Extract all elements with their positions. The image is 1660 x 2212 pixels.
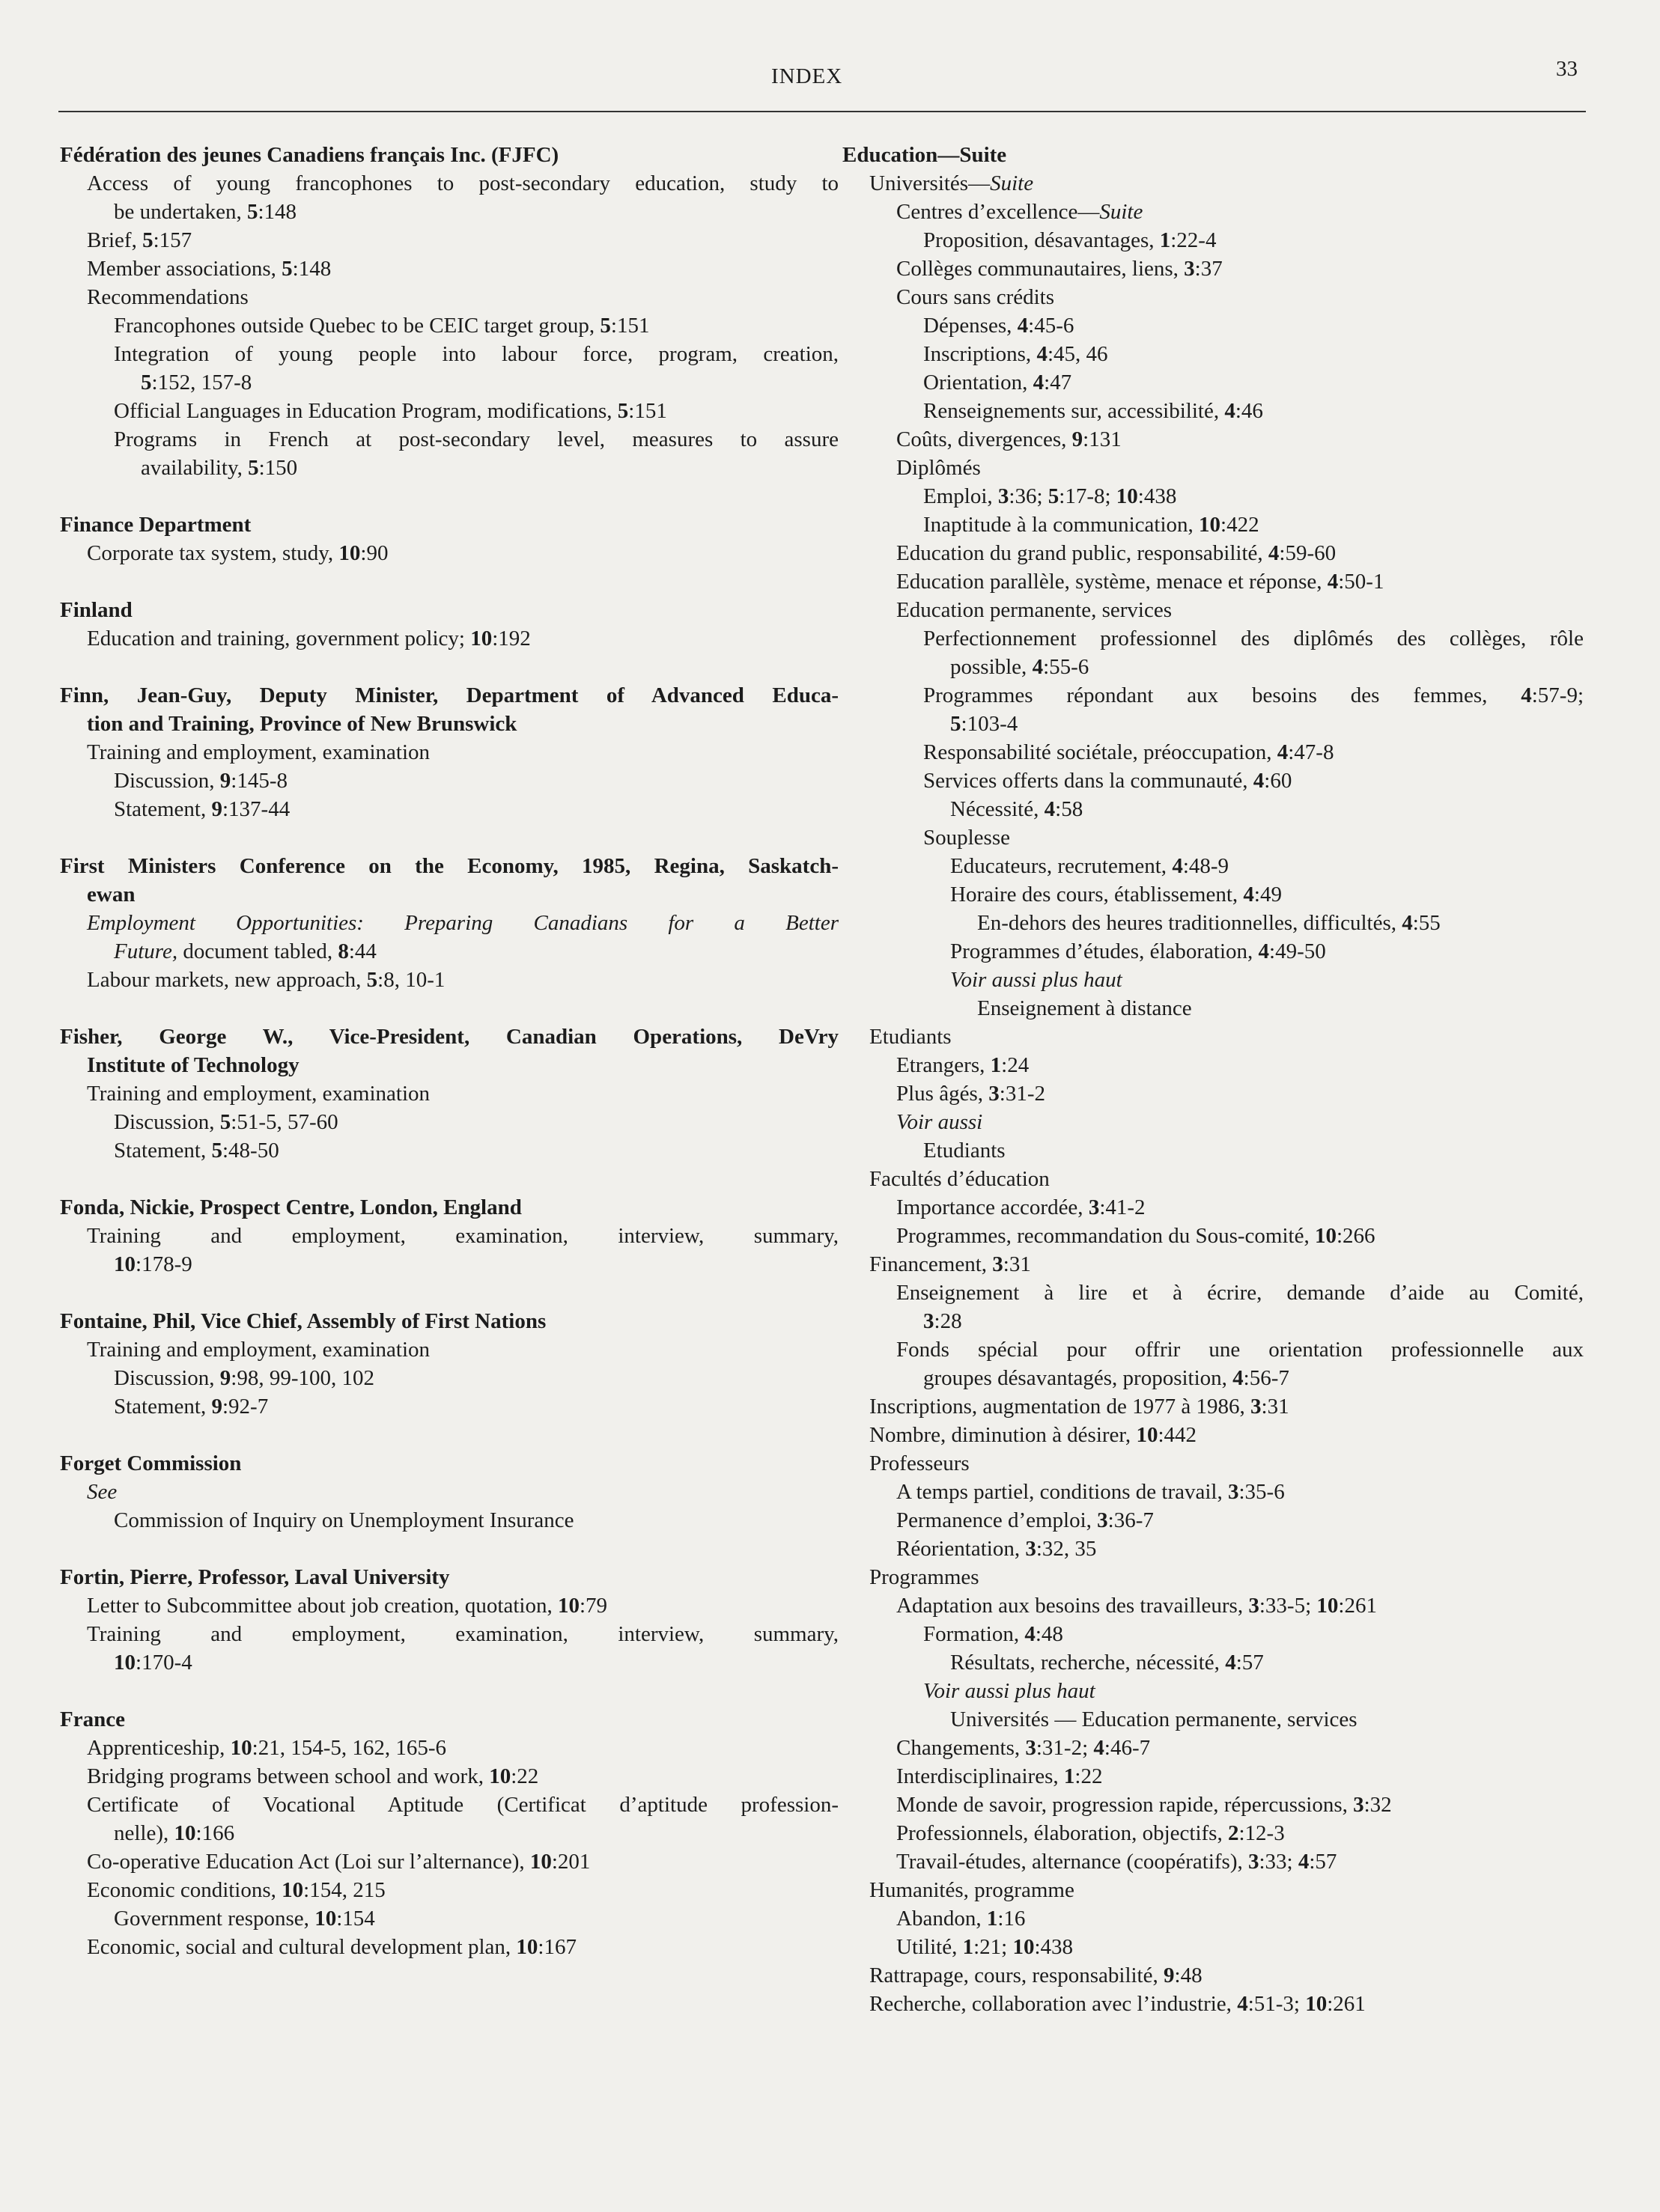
index-subentry: Co-operative Education Act (Loi sur l’alternance), 10:201 [87, 1850, 591, 1874]
index-heading: Fonda, Nickie, Prospect Centre, London, England [60, 1195, 522, 1219]
entry-spacer [60, 823, 839, 852]
index-subentry: Emploi, 3:36; 5:17-8; 10:438 [923, 484, 1177, 508]
index-subentry: nelle), 10:166 [114, 1821, 235, 1845]
index-subentry: Programmes, recommandation du Sous-comité, 10:266 [896, 1224, 1375, 1248]
index-subentry: Enseignement à lire et à écrire, demande d’aide au Comité, [896, 1281, 1584, 1305]
index-heading: Fisher, George W., Vice-President, Canadian Operations, DeVry [60, 1025, 839, 1049]
index-subentry: Proposition, désavantages, 1:22-4 [923, 228, 1217, 252]
index-subentry: 10:178-9 [114, 1252, 192, 1276]
index-subentry: Professionnels, élaboration, objectifs, 2:12-3 [896, 1821, 1285, 1845]
index-subentry: Permanence d’emploi, 3:36-7 [896, 1508, 1154, 1532]
index-subentry: Souplesse [923, 826, 1010, 850]
index-subentry: Renseignements sur, accessibilité, 4:46 [923, 399, 1263, 423]
index-subentry: Integration of young people into labour force, program, creation, [114, 342, 839, 366]
index-subentry: Résultats, recherche, nécessité, 4:57 [950, 1651, 1264, 1675]
index-subentry: Adaptation aux besoins des travailleurs, 3:33-5; 10:261 [896, 1594, 1377, 1618]
index-subentry: 5:103-4 [950, 712, 1018, 736]
index-subentry: Réorientation, 3:32, 35 [896, 1537, 1097, 1561]
index-subentry: Labour markets, new approach, 5:8, 10-1 [87, 968, 446, 992]
index-heading: France [60, 1707, 125, 1731]
index-subentry: Nombre, diminution à désirer, 10:442 [869, 1423, 1197, 1447]
index-subentry: Employment Opportunities: Preparing Canadians for a Better [87, 911, 839, 935]
index-subentry: Monde de savoir, progression rapide, répercussions, 3:32 [896, 1793, 1392, 1817]
index-subentry: Discussion, 9:145-8 [114, 769, 288, 793]
index-subentry: Official Languages in Education Program, modifications, 5:151 [114, 399, 667, 423]
index-subentry: Education and training, government policy; 10:192 [87, 627, 531, 651]
index-subentry: Voir aussi [896, 1110, 983, 1134]
index-heading: Fontaine, Phil, Vice Chief, Assembly of First Nations [60, 1309, 547, 1333]
index-subentry: Collèges communautaires, liens, 3:37 [896, 257, 1223, 281]
entry-spacer [60, 1421, 839, 1449]
index-subentry: Discussion, 9:98, 99-100, 102 [114, 1366, 375, 1390]
index-subentry: ewan [87, 883, 136, 907]
index-subentry: Statement, 9:137-44 [114, 797, 291, 821]
index-subentry: En-dehors des heures traditionnelles, difficultés, 4:55 [977, 911, 1441, 935]
index-heading: Fédération des jeunes Canadiens français Inc. (FJFC) [60, 143, 559, 167]
index-subentry: Training and employment, examination [87, 1338, 431, 1362]
index-subentry: Coûts, divergences, 9:131 [896, 427, 1122, 451]
index-subentry: Statement, 5:48-50 [114, 1139, 279, 1163]
index-subentry: Diplômés [896, 456, 981, 480]
index-subentry: Training and employment, examination, interview, summary, [87, 1622, 839, 1646]
index-subentry: Certificate of Vocational Aptitude (Certificat d’aptitude profession- [87, 1793, 839, 1817]
index-subentry: Member associations, 5:148 [87, 257, 332, 281]
index-subentry: Formation, 4:48 [923, 1622, 1063, 1646]
index-subentry: Recommendations [87, 285, 249, 309]
index-subentry: Brief, 5:157 [87, 228, 192, 252]
index-subentry: Dépenses, 4:45-6 [923, 314, 1074, 338]
index-subentry: Education permanente, services [896, 598, 1172, 622]
index-subentry: Facultés d’éducation [869, 1167, 1050, 1191]
header-rule [58, 111, 1586, 112]
index-subentry: tion and Training, Province of New Brunswick [87, 712, 517, 736]
index-subentry: Enseignement à distance [977, 996, 1192, 1020]
index-subentry: Perfectionnement professionnel des diplômés des collèges, rôle [923, 627, 1584, 651]
index-subentry: A temps partiel, conditions de travail, 3:35-6 [896, 1480, 1285, 1504]
index-subentry: 3:28 [923, 1309, 962, 1333]
index-subentry: Abandon, 1:16 [896, 1907, 1026, 1931]
index-subentry: Institute of Technology [87, 1053, 300, 1077]
index-subentry: Centres d’excellence—Suite [896, 200, 1143, 224]
index-subentry: Training and employment, examination [87, 1082, 431, 1106]
page-number: 33 [1556, 57, 1578, 81]
index-subentry: Etrangers, 1:24 [896, 1053, 1030, 1077]
index-subentry: Programmes [869, 1565, 979, 1589]
entry-spacer [60, 482, 839, 511]
index-subentry: Utilité, 1:21; 10:438 [896, 1935, 1074, 1959]
index-subentry: Professeurs [869, 1451, 970, 1475]
index-subentry: availability, 5:150 [141, 456, 298, 480]
index-heading: Education—Suite [842, 143, 1007, 167]
entry-spacer [60, 653, 839, 681]
index-subentry: Francophones outside Quebec to be CEIC target group, 5:151 [114, 314, 650, 338]
index-subentry: Universités—Suite [869, 171, 1034, 195]
index-subentry: Orientation, 4:47 [923, 371, 1072, 394]
entry-spacer [60, 994, 839, 1023]
index-subentry: Training and employment, examination [87, 740, 431, 764]
index-subentry: Fonds spécial pour offrir une orientation professionnelle aux [896, 1338, 1584, 1362]
index-heading: Fortin, Pierre, Professor, Laval University [60, 1565, 450, 1589]
index-subentry: Inscriptions, augmentation de 1977 à 1986, 3:31 [869, 1395, 1289, 1419]
index-subentry: Access of young francophones to post-secondary education, study to [87, 171, 839, 195]
index-subentry: Programmes répondant aux besoins des femmes, 4:57-9; [923, 683, 1584, 707]
index-subentry: Inaptitude à la communication, 10:422 [923, 513, 1259, 537]
index-subentry: Corporate tax system, study, 10:90 [87, 541, 389, 565]
entry-spacer [60, 567, 839, 596]
index-subentry: Universités — Education permanente, services [950, 1707, 1358, 1731]
index-subentry: Plus âgés, 3:31-2 [896, 1082, 1045, 1106]
index-subentry: Discussion, 5:51-5, 57-60 [114, 1110, 338, 1134]
index-subentry: See [87, 1480, 118, 1504]
index-heading: First Ministers Conference on the Economy, 1985, Regina, Saskatch- [60, 854, 839, 878]
index-subentry: be undertaken, 5:148 [114, 200, 297, 224]
index-subentry: Programs in French at post-secondary level, measures to assure [114, 427, 839, 451]
index-subentry: Changements, 3:31-2; 4:46-7 [896, 1736, 1151, 1760]
index-subentry: Voir aussi plus haut [950, 968, 1122, 992]
index-subentry: Statement, 9:92-7 [114, 1395, 269, 1419]
index-subentry: Letter to Subcommittee about job creation, quotation, 10:79 [87, 1594, 608, 1618]
index-subentry: Etudiants [923, 1139, 1006, 1163]
index-subentry: Rattrapage, cours, responsabilité, 9:48 [869, 1963, 1203, 1987]
index-subentry: Government response, 10:154 [114, 1907, 375, 1931]
index-subentry: Responsabilité sociétale, préoccupation, 4:47-8 [923, 740, 1334, 764]
index-column-right [842, 141, 1584, 2018]
index-subentry: Educateurs, recrutement, 4:48-9 [950, 854, 1229, 878]
index-subentry: Education parallèle, système, menace et réponse, 4:50-1 [896, 570, 1384, 594]
index-subentry: Interdisciplinaires, 1:22 [896, 1764, 1103, 1788]
index-subentry: Financement, 3:31 [869, 1252, 1031, 1276]
index-subentry: groupes désavantagés, proposition, 4:56-7 [923, 1366, 1289, 1390]
index-subentry: Inscriptions, 4:45, 46 [923, 342, 1108, 366]
index-subentry: Nécessité, 4:58 [950, 797, 1083, 821]
index-subentry: Future, document tabled, 8:44 [114, 939, 377, 963]
entry-spacer [60, 1535, 839, 1563]
entry-spacer [60, 1677, 839, 1705]
index-subentry: Services offerts dans la communauté, 4:60 [923, 769, 1292, 793]
index-column-left [60, 141, 839, 1961]
index-subentry: Cours sans crédits [896, 285, 1055, 309]
index-subentry: Recherche, collaboration avec l’industrie, 4:51-3; 10:261 [869, 1992, 1366, 2016]
index-subentry: Humanités, programme [869, 1878, 1074, 1902]
index-subentry: Commission of Inquiry on Unemployment Insurance [114, 1508, 574, 1532]
index-subentry: Economic conditions, 10:154, 215 [87, 1878, 386, 1902]
index-heading: Forget Commission [60, 1451, 242, 1475]
index-subentry: Education du grand public, responsabilité, 4:59-60 [896, 541, 1337, 565]
running-header: INDEX [771, 64, 843, 88]
index-subentry: Programmes d’études, élaboration, 4:49-50 [950, 939, 1326, 963]
index-heading: Finn, Jean-Guy, Deputy Minister, Department of Advanced Educa- [60, 683, 839, 707]
index-subentry: Travail-études, alternance (coopératifs), 3:33; 4:57 [896, 1850, 1337, 1874]
index-heading: Finland [60, 598, 133, 622]
index-subentry: Apprenticeship, 10:21, 154-5, 162, 165-6 [87, 1736, 447, 1760]
index-subentry: Economic, social and cultural development plan, 10:167 [87, 1935, 577, 1959]
index-subentry: Importance accordée, 3:41-2 [896, 1195, 1146, 1219]
index-heading: Finance Department [60, 513, 252, 537]
index-subentry: Bridging programs between school and work, 10:22 [87, 1764, 539, 1788]
index-subentry: Training and employment, examination, interview, summary, [87, 1224, 839, 1248]
entry-spacer [60, 1279, 839, 1307]
index-subentry: Voir aussi plus haut [923, 1679, 1095, 1703]
entry-spacer [60, 1165, 839, 1193]
index-subentry: 5:152, 157-8 [141, 371, 252, 394]
index-subentry: 10:170-4 [114, 1651, 192, 1675]
index-subentry: Horaire des cours, établissement, 4:49 [950, 883, 1282, 907]
index-subentry: possible, 4:55-6 [950, 655, 1089, 679]
index-subentry: Etudiants [869, 1025, 952, 1049]
